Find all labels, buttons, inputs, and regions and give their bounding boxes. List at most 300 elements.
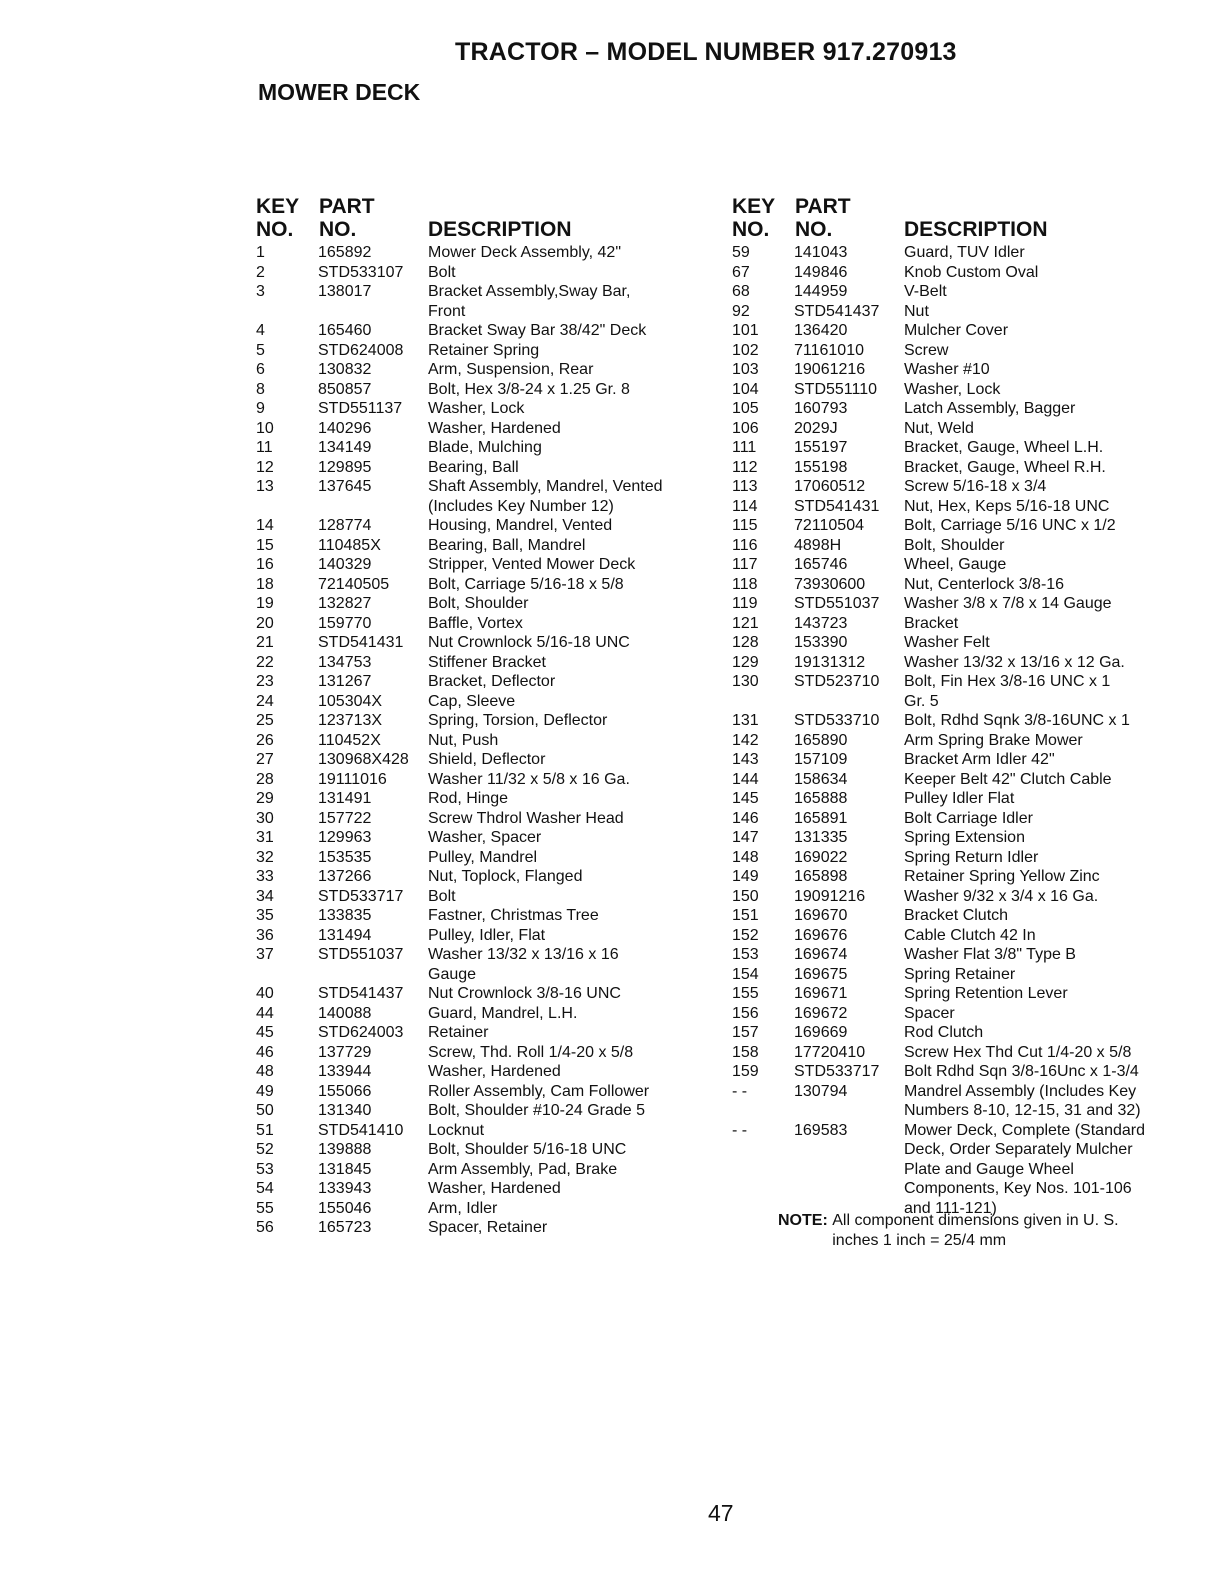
part-number: 155046 <box>318 1199 372 1217</box>
part-description: Guard, Mandrel, L.H. <box>428 1004 578 1022</box>
part-description: Washer, Lock <box>904 380 1001 398</box>
part-description: Washer, Hardened <box>428 1063 561 1080</box>
key-number: 158 <box>732 1043 759 1061</box>
part-number: 141043 <box>794 244 848 261</box>
part-row <box>732 575 1192 595</box>
key-number: 9 <box>256 400 265 417</box>
part-number: 169671 <box>794 985 848 1002</box>
key-number: 150 <box>732 887 759 905</box>
key-number: 67 <box>732 263 750 281</box>
part-description: Rod Clutch <box>904 1024 984 1041</box>
part-number: 131491 <box>318 790 372 807</box>
part-number: 140296 <box>318 419 372 437</box>
part-row <box>256 750 726 770</box>
part-row <box>732 867 1192 887</box>
part-row <box>732 1023 1192 1043</box>
key-number: 14 <box>256 517 274 534</box>
part-row <box>732 302 1192 322</box>
part-row <box>732 360 1192 380</box>
key-number: 8 <box>256 380 265 398</box>
key-number: 45 <box>256 1024 274 1041</box>
part-number: 133944 <box>318 1063 372 1080</box>
part-description: Mower Deck, Complete (Standard Deck, Order Separately Mulcher Plate and Gauge Wheel Components, Key Nos. 101-106 and 111-121) <box>904 1121 1145 1217</box>
part-row <box>256 575 726 595</box>
part-description: Nut <box>904 302 929 320</box>
part-number: 144959 <box>794 283 848 300</box>
part-description: Nut, Hex, Keps 5/16-18 UNC <box>904 497 1110 515</box>
key-number: 20 <box>256 614 274 632</box>
key-number: 148 <box>732 848 759 866</box>
part-number: 128774 <box>318 517 372 534</box>
part-row <box>732 848 1192 868</box>
key-number: 131 <box>732 712 759 729</box>
part-description: Stiffener Bracket <box>428 653 546 671</box>
part-description: Washer 9/32 x 3/4 x 16 Ga. <box>904 887 1099 905</box>
part-description: Cap, Sleeve <box>428 692 516 710</box>
part-description: Bolt, Hex 3/8-24 x 1.25 Gr. 8 <box>428 380 630 398</box>
key-number: 10 <box>256 419 274 437</box>
part-row <box>256 828 726 848</box>
section-title: MOWER DECK <box>258 79 421 105</box>
part-number: 19111016 <box>318 770 387 788</box>
part-number: 165898 <box>794 868 848 885</box>
parts-list-right <box>732 195 1192 1218</box>
part-row <box>732 594 1192 614</box>
part-row <box>732 341 1192 361</box>
part-number: 169022 <box>794 848 848 866</box>
part-description: Cable Clutch 42 In <box>904 926 1036 944</box>
part-number: 137729 <box>318 1043 372 1061</box>
key-number: 143 <box>732 751 759 768</box>
part-description: Bracket Arm Idler 42" <box>904 751 1055 768</box>
key-number: 113 <box>732 478 758 495</box>
part-number: 73930600 <box>794 575 866 593</box>
part-description: Pulley, Idler, Flat <box>428 926 546 944</box>
part-description: Arm, Idler <box>428 1199 498 1217</box>
part-row <box>732 789 1192 809</box>
key-number: 29 <box>256 790 274 807</box>
part-row <box>732 516 1192 536</box>
part-description: Bracket <box>904 614 959 632</box>
key-number: 26 <box>256 731 274 749</box>
part-description: Shaft Assembly, Mandrel, Vented (Includes Key Number 12) <box>428 478 663 515</box>
part-row <box>256 555 726 575</box>
part-row <box>256 926 726 946</box>
part-description: Bracket, Deflector <box>428 673 556 690</box>
part-row <box>256 945 726 984</box>
part-number: 19131312 <box>794 653 866 671</box>
part-row <box>256 906 726 926</box>
page-number: 47 <box>708 1500 734 1526</box>
key-number: 16 <box>256 556 274 573</box>
key-number: 19 <box>256 595 274 612</box>
part-number: 850857 <box>318 380 372 398</box>
part-number: 169676 <box>794 926 848 944</box>
part-description: Spring Retention Lever <box>904 985 1068 1002</box>
key-number: 68 <box>732 283 750 300</box>
key-number: 117 <box>732 556 758 573</box>
part-description: Washer #10 <box>904 361 990 378</box>
part-number: 136420 <box>794 322 848 339</box>
part-row <box>732 1004 1192 1024</box>
part-description: Spacer, Retainer <box>428 1219 548 1236</box>
part-header-line2: NO. <box>319 218 357 241</box>
part-number: 143723 <box>794 614 848 632</box>
part-description: Mandrel Assembly (Includes Key Numbers 8-10, 12-15, 31 and 32) <box>904 1082 1141 1119</box>
part-row <box>256 1101 726 1121</box>
part-number: STD541437 <box>318 985 404 1002</box>
part-row <box>256 243 726 263</box>
key-number: 115 <box>732 517 758 534</box>
part-row <box>256 692 726 712</box>
part-number: STD551110 <box>794 380 878 398</box>
part-description: Nut, Push <box>428 731 499 749</box>
part-number: STD541431 <box>318 634 404 651</box>
part-number: 4898H <box>794 536 842 554</box>
part-row <box>732 1062 1192 1082</box>
part-row <box>256 614 726 634</box>
part-description: Nut Crownlock 5/16-18 UNC <box>428 634 630 651</box>
part-description: Latch Assembly, Bagger <box>904 400 1076 417</box>
part-row <box>732 438 1192 458</box>
part-description: Pulley Idler Flat <box>904 790 1015 807</box>
key-number: 153 <box>732 946 759 963</box>
part-description: Washer Felt <box>904 634 990 651</box>
part-number: 134753 <box>318 653 372 671</box>
part-number: 72140505 <box>318 575 390 593</box>
part-number: 169672 <box>794 1004 848 1022</box>
part-description: Bolt, Fin Hex 3/8-16 UNC x 1 Gr. 5 <box>904 673 1111 710</box>
part-description: Mulcher Cover <box>904 322 1009 339</box>
part-row <box>732 965 1192 985</box>
key-number: 147 <box>732 829 759 846</box>
key-header-line1: KEY <box>732 195 776 218</box>
key-number: 15 <box>256 536 274 554</box>
part-row <box>732 770 1192 790</box>
part-description: Bolt, Rdhd Sqnk 3/8-16UNC x 1 <box>904 712 1130 729</box>
part-row <box>732 380 1192 400</box>
part-number: 155197 <box>794 439 848 456</box>
part-description: Nut, Weld <box>904 419 974 437</box>
part-row <box>256 594 726 614</box>
part-description: Screw <box>904 341 949 359</box>
part-description: Housing, Mandrel, Vented <box>428 517 613 534</box>
key-number: 22 <box>256 653 274 671</box>
part-number: 165723 <box>318 1219 372 1236</box>
part-number: 139888 <box>318 1141 372 1158</box>
part-number: 137266 <box>318 868 372 885</box>
part-description: Keeper Belt 42" Clutch Cable <box>904 770 1112 788</box>
key-number: 27 <box>256 751 274 768</box>
part-row <box>732 263 1192 283</box>
part-row <box>732 243 1192 263</box>
part-header-line2: NO. <box>795 218 833 241</box>
part-number: STD551137 <box>318 400 403 417</box>
part-row <box>732 984 1192 1004</box>
key-number: 33 <box>256 868 274 885</box>
key-number: 52 <box>256 1141 274 1158</box>
part-row <box>256 341 726 361</box>
part-description: Bracket Clutch <box>904 907 1009 924</box>
part-row <box>256 1218 726 1238</box>
key-number: 5 <box>256 341 265 359</box>
key-number: 102 <box>732 341 759 359</box>
part-number: 140088 <box>318 1004 372 1022</box>
part-row <box>732 399 1192 419</box>
key-number: 11 <box>256 439 273 456</box>
part-number: 153535 <box>318 848 372 866</box>
part-row <box>732 458 1192 478</box>
part-description: Roller Assembly, Cam Follower <box>428 1082 650 1100</box>
part-description: Bracket Assembly,Sway Bar, Front <box>428 283 631 320</box>
part-number: STD541431 <box>794 497 880 515</box>
part-description: Bolt, Carriage 5/16 UNC x 1/2 <box>904 517 1116 534</box>
column-headers <box>732 195 1192 243</box>
part-number: STD624003 <box>318 1024 404 1041</box>
part-description: Arm Spring Brake Mower <box>904 731 1083 749</box>
part-row <box>256 360 726 380</box>
part-description: V-Belt <box>904 283 947 300</box>
part-description: Spring Extension <box>904 829 1025 846</box>
column-headers <box>256 195 726 243</box>
part-description: Mower Deck Assembly, 42" <box>428 244 621 261</box>
part-description: Washer, Lock <box>428 400 525 417</box>
key-number: 144 <box>732 770 759 788</box>
part-row <box>256 848 726 868</box>
part-description: Stripper, Vented Mower Deck <box>428 556 636 573</box>
part-row <box>256 263 726 283</box>
part-description: Bearing, Ball <box>428 458 519 476</box>
part-number: 105304X <box>318 692 383 710</box>
part-number: 110452X <box>318 731 381 749</box>
part-number: 165891 <box>794 809 848 827</box>
part-description: Washer 13/32 x 13/16 x 12 Ga. <box>904 653 1125 671</box>
part-number: 160793 <box>794 400 848 417</box>
part-number: 130968X428 <box>318 751 409 768</box>
part-number: 17720410 <box>794 1043 866 1061</box>
part-number: 155198 <box>794 458 848 476</box>
key-number: 103 <box>732 361 759 378</box>
part-description: Baffle, Vortex <box>428 614 523 632</box>
part-description: Blade, Mulching <box>428 439 542 456</box>
part-row <box>256 711 726 731</box>
key-number: 49 <box>256 1082 274 1100</box>
part-number: 133835 <box>318 907 372 924</box>
key-number: 56 <box>256 1219 274 1236</box>
key-number: 101 <box>732 322 759 339</box>
part-row <box>256 380 726 400</box>
part-description: Wheel, Gauge <box>904 556 1007 573</box>
part-row <box>732 419 1192 439</box>
part-number: 129963 <box>318 829 372 846</box>
part-description: Nut, Toplock, Flanged <box>428 868 583 885</box>
key-number: 34 <box>256 887 274 905</box>
key-number: - - <box>732 1082 748 1100</box>
part-number: 149846 <box>794 263 848 281</box>
part-description: Retainer <box>428 1024 489 1041</box>
key-number: 152 <box>732 926 759 944</box>
part-number: STD533717 <box>318 887 404 905</box>
key-number: 146 <box>732 809 759 827</box>
part-description: Spring Retainer <box>904 965 1016 983</box>
part-number: 153390 <box>794 634 848 651</box>
key-number: 104 <box>732 380 759 398</box>
key-number: 46 <box>256 1043 274 1061</box>
part-description: Bolt Rdhd Sqn 3/8-16Unc x 1-3/4 <box>904 1063 1139 1080</box>
part-row <box>256 1062 726 1082</box>
part-description: Screw, Thd. Roll 1/4-20 x 5/8 <box>428 1043 634 1061</box>
part-row <box>256 1082 726 1102</box>
part-description: Bolt <box>428 887 456 905</box>
part-number: 131494 <box>318 926 372 944</box>
key-number: 116 <box>732 536 758 554</box>
part-row <box>256 1160 726 1180</box>
key-number: 111 <box>732 439 757 456</box>
key-number: 50 <box>256 1102 274 1119</box>
key-number: 40 <box>256 985 274 1002</box>
key-number: 54 <box>256 1180 274 1197</box>
key-number: 157 <box>732 1024 759 1041</box>
part-number: 123713X <box>318 712 383 729</box>
part-description: Arm, Suspension, Rear <box>428 361 594 378</box>
key-number: 145 <box>732 790 759 807</box>
part-description: Bolt, Shoulder #10-24 Grade 5 <box>428 1102 646 1119</box>
part-row <box>256 1199 726 1219</box>
part-row <box>256 1023 726 1043</box>
key-number: 4 <box>256 322 265 339</box>
part-number: 169669 <box>794 1024 848 1041</box>
part-number: 169583 <box>794 1121 848 1139</box>
part-description: Spring Return Idler <box>904 848 1039 866</box>
part-number: 72110504 <box>794 517 864 534</box>
part-row <box>256 789 726 809</box>
part-row <box>256 731 726 751</box>
part-description: Guard, TUV Idler <box>904 244 1025 261</box>
part-number: 159770 <box>318 614 372 632</box>
dimension-note <box>778 1211 1198 1250</box>
key-number: 118 <box>732 575 758 593</box>
part-row <box>732 711 1192 731</box>
key-number: 155 <box>732 985 759 1002</box>
page-title: TRACTOR – MODEL NUMBER 917.270913 <box>455 38 957 66</box>
part-description: Washer 13/32 x 13/16 x 16 Gauge <box>428 946 619 983</box>
key-number: 24 <box>256 692 274 710</box>
part-description: Screw Hex Thd Cut 1/4-20 x 5/8 <box>904 1043 1132 1061</box>
key-number: 106 <box>732 419 759 437</box>
part-description: Bracket, Gauge, Wheel L.H. <box>904 439 1104 456</box>
part-number: 19091216 <box>794 887 866 905</box>
part-row <box>256 770 726 790</box>
part-row <box>256 653 726 673</box>
part-description: Bearing, Ball, Mandrel <box>428 536 586 554</box>
key-number: 154 <box>732 965 759 983</box>
part-row <box>732 945 1192 965</box>
part-row <box>256 282 726 321</box>
part-number: STD523710 <box>794 673 880 690</box>
part-row <box>256 516 726 536</box>
key-header-line2: NO. <box>732 218 770 241</box>
key-number: 119 <box>732 595 758 612</box>
key-number: - - <box>732 1121 748 1139</box>
part-description: Knob Custom Oval <box>904 263 1039 281</box>
part-row <box>256 887 726 907</box>
part-description: Spacer <box>904 1004 955 1022</box>
key-number: 31 <box>256 829 274 846</box>
part-row <box>256 419 726 439</box>
key-number: 44 <box>256 1004 274 1022</box>
part-row <box>256 1140 726 1160</box>
part-row <box>256 536 726 556</box>
part-number: 133943 <box>318 1180 372 1197</box>
parts-rows <box>256 243 726 1238</box>
key-number: 1 <box>256 244 265 261</box>
part-number: 19061216 <box>794 361 866 378</box>
part-description: Bracket Sway Bar 38/42" Deck <box>428 322 647 339</box>
part-description: Bolt <box>428 263 456 281</box>
part-description: Shield, Deflector <box>428 751 546 768</box>
part-row <box>732 633 1192 653</box>
part-description: Screw 5/16-18 x 3/4 <box>904 478 1047 495</box>
key-number: 59 <box>732 244 750 261</box>
part-row <box>256 1004 726 1024</box>
part-row <box>732 887 1192 907</box>
part-row <box>256 867 726 887</box>
key-number: 51 <box>256 1121 274 1139</box>
part-description: Bolt Carriage Idler <box>904 809 1033 827</box>
part-row <box>732 321 1192 341</box>
part-row <box>256 633 726 653</box>
part-number: 165890 <box>794 731 848 749</box>
part-description: Bolt, Carriage 5/16-18 x 5/8 <box>428 575 624 593</box>
part-number: STD551037 <box>318 946 404 963</box>
part-row <box>256 1121 726 1141</box>
key-number: 12 <box>256 458 274 476</box>
part-number: 17060512 <box>794 478 866 495</box>
part-description: Washer, Spacer <box>428 829 542 846</box>
key-number: 28 <box>256 770 274 788</box>
part-number: 157109 <box>794 751 848 768</box>
part-description: Bolt, Shoulder 5/16-18 UNC <box>428 1141 627 1158</box>
part-number: 131335 <box>794 829 848 846</box>
part-description: Washer, Hardened <box>428 1180 561 1197</box>
part-row <box>256 458 726 478</box>
part-number: STD533107 <box>318 263 404 281</box>
key-number: 55 <box>256 1199 274 1217</box>
part-description: Washer 11/32 x 5/8 x 16 Ga. <box>428 770 630 788</box>
part-description: Spring, Torsion, Deflector <box>428 712 608 729</box>
part-description: Nut Crownlock 3/8-16 UNC <box>428 985 621 1002</box>
key-number: 105 <box>732 400 759 417</box>
part-description: Washer 3/8 x 7/8 x 14 Gauge <box>904 595 1112 612</box>
part-description: Rod, Hinge <box>428 790 509 807</box>
part-description: Washer, Hardened <box>428 419 561 437</box>
part-number: 2029J <box>794 419 838 437</box>
part-row <box>256 477 726 516</box>
key-number: 18 <box>256 575 274 593</box>
key-number: 130 <box>732 673 759 690</box>
part-row <box>732 750 1192 770</box>
part-row <box>256 672 726 692</box>
part-number: STD551037 <box>794 595 880 612</box>
part-number: 165460 <box>318 322 372 339</box>
part-number: STD624008 <box>318 341 404 359</box>
key-number: 21 <box>256 634 274 651</box>
part-description: Retainer Spring Yellow Zinc <box>904 868 1100 885</box>
part-number: 165892 <box>318 244 372 261</box>
key-number: 23 <box>256 673 274 690</box>
key-number: 48 <box>256 1063 274 1080</box>
description-header: DESCRIPTION <box>904 218 1048 241</box>
